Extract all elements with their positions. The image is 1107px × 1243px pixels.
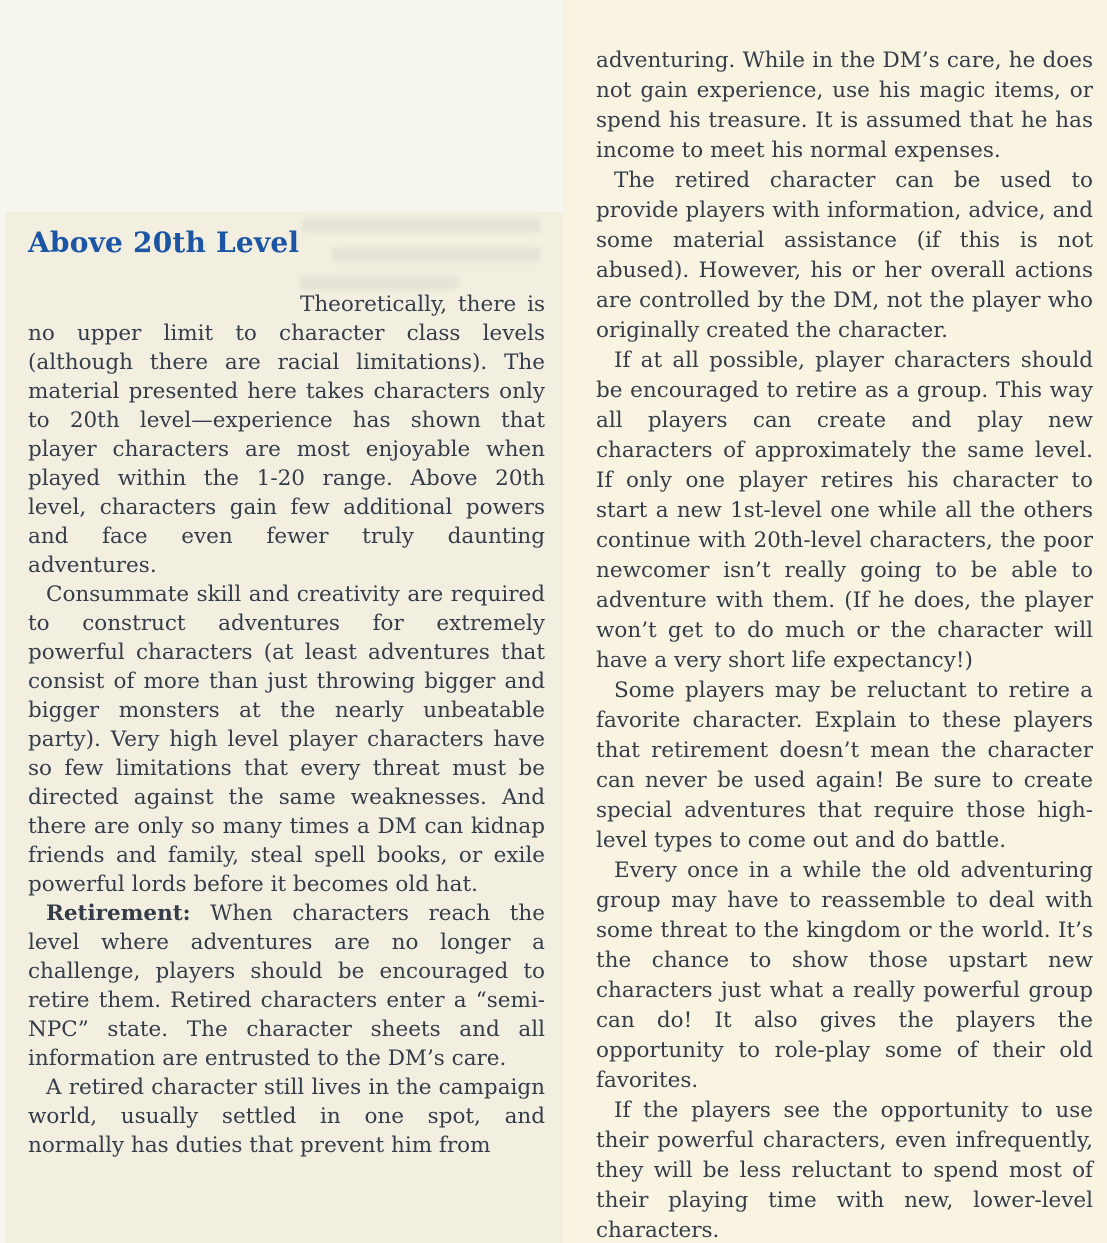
paragraph-consummate-skill: Consummate skill and creativity are required to construct adventures for extremely powerful characters (at least adventures that consist of more than just throwing bigger and bigger monsters at the nearly unbeatable party). Very high level player characters have so few limitations that every threat must be directed against the same weaknesses. And there are only so many times a DM can kidnap friends and family, steal spell books, or exile powerful lords before it becomes old hat. [28,582,545,897]
retirement-lead-text: When characters reach the level where adventures are no longer a challenge, players should be encouraged to retire them. Retired characters enter a “semi-NPC” state. The character sheets and all information are entrusted to the DM’s care. [28,901,545,1071]
paragraph-old-adventuring-group: Every once in a while the old adventuring group may have to reassemble to deal with some threat to the kingdom or the world. It’s the chance to show those upstart new characters just what a really powerful group can do! It also gives the players the opportunity to role-play some of their old favorites. [596,858,1093,1093]
paragraph-reluctant-players: Some players may be reluctant to retire a favorite character. Explain to these players that retirement doesn’t mean the character can never be used again! Be sure to create special adventures that require those high-level types to come out and do battle. [596,678,1093,853]
right-column [596,46,1093,1243]
left-column [28,228,545,1160]
retirement-lead-label: Retirement: [46,901,191,926]
paragraph-theoretically: Theoretically, there is no upper limit to character class levels (although there are racial limitations). The material presented here takes characters only to 20th level—experience has shown that player characters are most enjoyable when played within the 1-20 range. Above 20th level, characters gain few additional powers and face even fewer truly daunting adventures. [28,292,545,578]
paragraph-retired-character-lives: A retired character still lives in the campaign world, usually settled in one spot, and normally has duties that prevent him from [28,1075,545,1158]
paragraph-adventuring-continuation: adventuring. While in the DM’s care, he does not gain experience, use his magic items, or spend his treasure. It is assumed that he has income to meet his normal expenses. [596,48,1093,163]
paragraph-retired-character-used: The retired character can be used to provide players with information, advice, and some material assistance (if this is not abused). However, his or her overall actions are controlled by the DM, not the player who originally created the character. [596,168,1093,343]
paragraph-opportunity-to-use: If the players see the opportunity to use their powerful characters, even infrequently, they will be less reluctant to spend most of their playing time with new, lower-level characters. [596,1098,1093,1243]
paragraph-retire-as-group: If at all possible, player characters should be encouraged to retire as a group. This way all players can create and play new characters of approximately the same level. If only one player retires his character to start a new 1st-level one while all the others continue with 20th-level characters, the poor newcomer isn’t really going to be able to adventure with them. (If he does, the player won’t get to do much or the character will have a very short life expectancy!) [596,348,1093,673]
section-heading-above-20th-level: Above 20th Level [28,226,300,259]
paragraph-retirement [28,899,545,1073]
